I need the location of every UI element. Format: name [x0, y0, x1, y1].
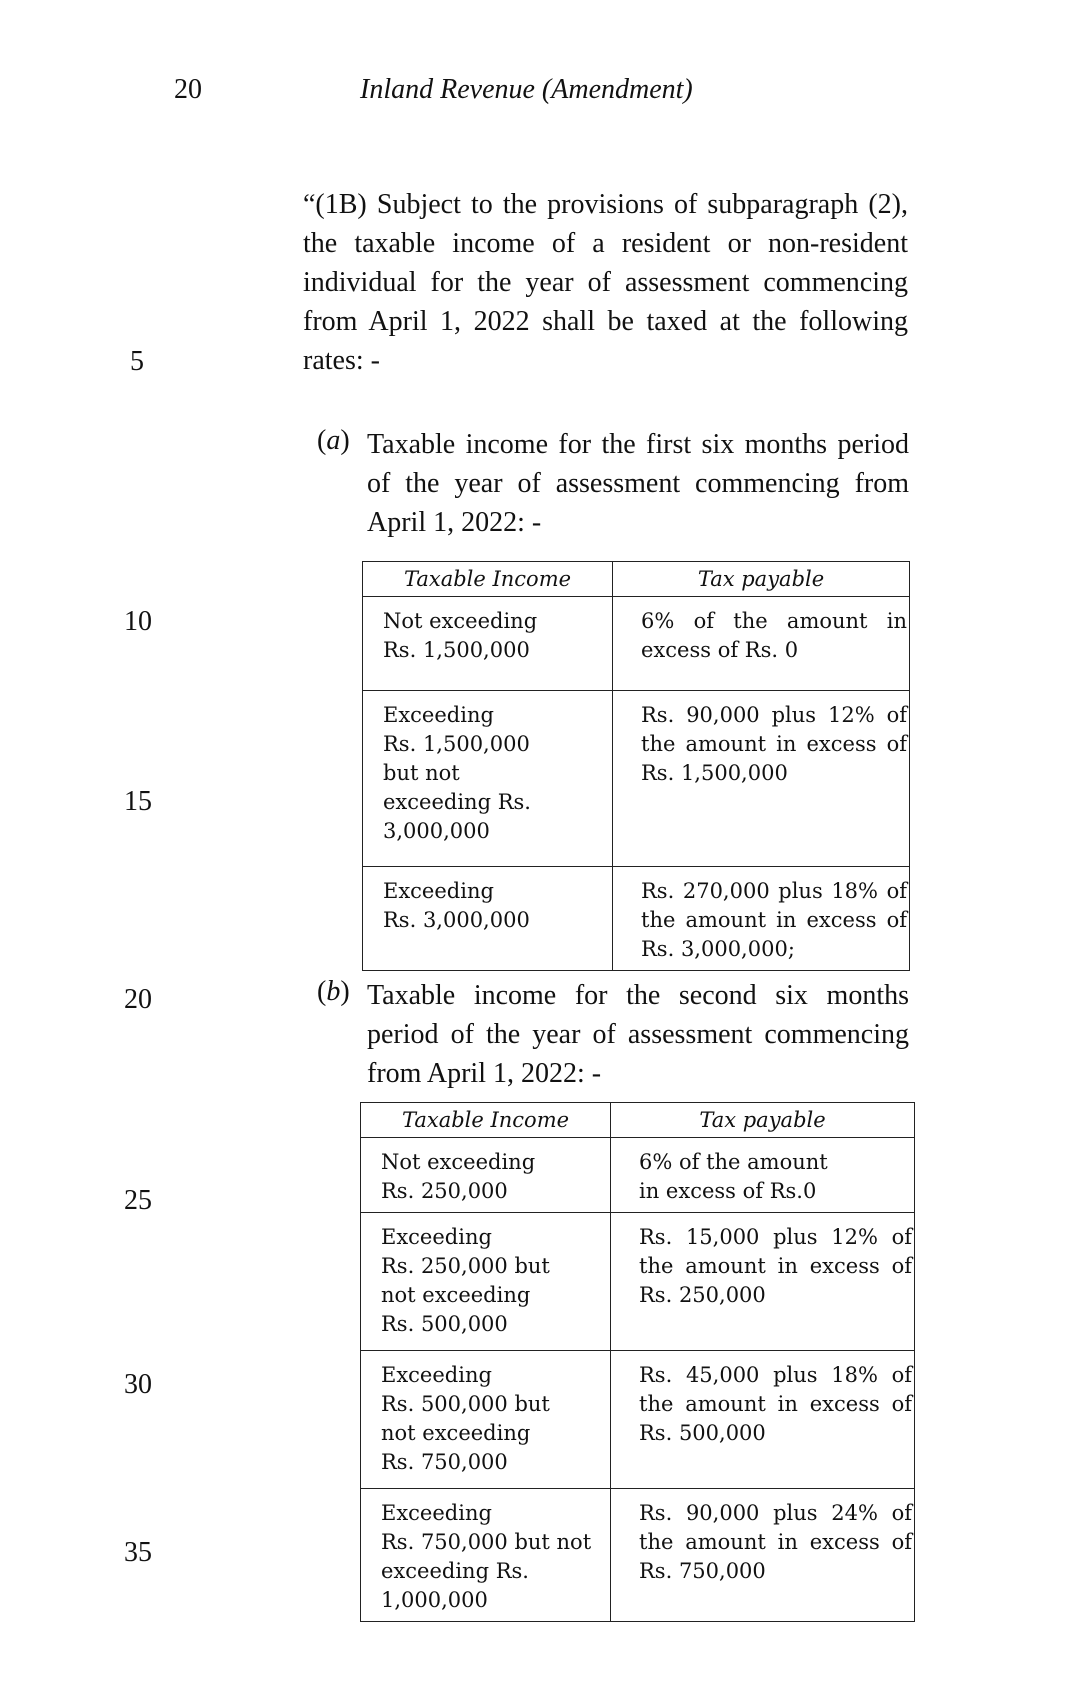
- line-number: 15: [124, 786, 152, 817]
- page-number: 20: [174, 74, 202, 105]
- header-tax-payable: Tax payable: [611, 1103, 915, 1138]
- table-row: [361, 1351, 915, 1489]
- income-text: Exceeding Rs. 750,000 but not exceeding Rs. 1,000,000: [381, 1501, 592, 1612]
- item-letter-a-text: a: [326, 425, 341, 456]
- income-text: Exceeding Rs. 250,000 but not exceeding Rs. 500,000: [381, 1225, 550, 1336]
- income-text: Exceeding Rs. 1,500,000 but not exceeding Rs. 3,000,000: [383, 703, 531, 843]
- tax-cell: [613, 691, 910, 867]
- line-number: 5: [130, 346, 144, 377]
- income-cell: [361, 1489, 611, 1622]
- table-row: [363, 691, 910, 867]
- table-row: [363, 597, 910, 691]
- table-row: [361, 1138, 915, 1213]
- tax-text: Rs. 270,000 plus 18% of the amount in excess of Rs. 3,000,000;: [641, 879, 907, 961]
- table-row: [361, 1213, 915, 1351]
- table-header-row: [361, 1103, 915, 1138]
- tax-text: 6% of the amount in excess of Rs.0: [639, 1150, 828, 1203]
- tax-cell: [611, 1213, 915, 1351]
- tax-text: Rs. 90,000 plus 12% of the amount in excess of Rs. 1,500,000: [641, 703, 907, 785]
- income-text: Not exceeding Rs. 1,500,000: [383, 609, 538, 662]
- tax-cell: [611, 1351, 915, 1489]
- income-cell: [363, 691, 613, 867]
- item-letter-b-text: b: [326, 976, 341, 1007]
- item-letter-a: (a): [317, 425, 350, 456]
- tax-cell: [611, 1489, 915, 1622]
- tax-text: Rs. 45,000 plus 18% of the amount in excess of Rs. 500,000: [639, 1363, 912, 1445]
- income-cell: [361, 1138, 611, 1213]
- tax-table-first-half: [362, 561, 910, 971]
- income-cell: [363, 867, 613, 971]
- income-text: Exceeding Rs. 3,000,000: [383, 879, 530, 932]
- header-taxable-income: Taxable Income: [361, 1103, 611, 1138]
- income-text: Exceeding Rs. 500,000 but not exceeding Rs. 750,000: [381, 1363, 550, 1474]
- line-number: 20: [124, 984, 152, 1015]
- header-taxable-income: Taxable Income: [363, 562, 613, 597]
- tax-text: Rs. 15,000 plus 12% of the amount in excess of Rs. 250,000: [639, 1225, 912, 1307]
- income-cell: [361, 1213, 611, 1351]
- tax-cell: [613, 597, 910, 691]
- tax-table-second-half: [360, 1102, 915, 1622]
- intro-paragraph: “(1B) Subject to the provisions of subparagraph (2), the taxable income of a resident or non-resident individual for the year of assessment commencing from April 1, 2022 shall be taxed at the following rates: -: [303, 189, 908, 376]
- tax-cell: [611, 1138, 915, 1213]
- line-number: 25: [124, 1185, 152, 1216]
- line-number: 35: [124, 1537, 152, 1568]
- tax-text: Rs. 90,000 plus 24% of the amount in excess of Rs. 750,000: [639, 1501, 912, 1583]
- income-cell: [363, 597, 613, 691]
- table-row: [363, 867, 910, 971]
- income-text: Not exceeding Rs. 250,000: [381, 1150, 536, 1203]
- line-number: 10: [124, 606, 152, 637]
- line-number: 30: [124, 1369, 152, 1400]
- tax-text: 6% of the amount in excess of Rs. 0: [641, 609, 907, 662]
- running-head: Inland Revenue (Amendment): [360, 74, 693, 105]
- table-row: [361, 1489, 915, 1622]
- item-a-text: Taxable income for the first six months period of the year of assessment commencing from April 1, 2022: -: [367, 429, 909, 538]
- header-tax-payable: Tax payable: [613, 562, 910, 597]
- item-b-text: Taxable income for the second six months period of the year of assessment commencing from April 1, 2022: -: [367, 980, 909, 1089]
- table-header-row: [363, 562, 910, 597]
- income-cell: [361, 1351, 611, 1489]
- tax-cell: [613, 867, 910, 971]
- item-letter-b: (b): [317, 976, 350, 1007]
